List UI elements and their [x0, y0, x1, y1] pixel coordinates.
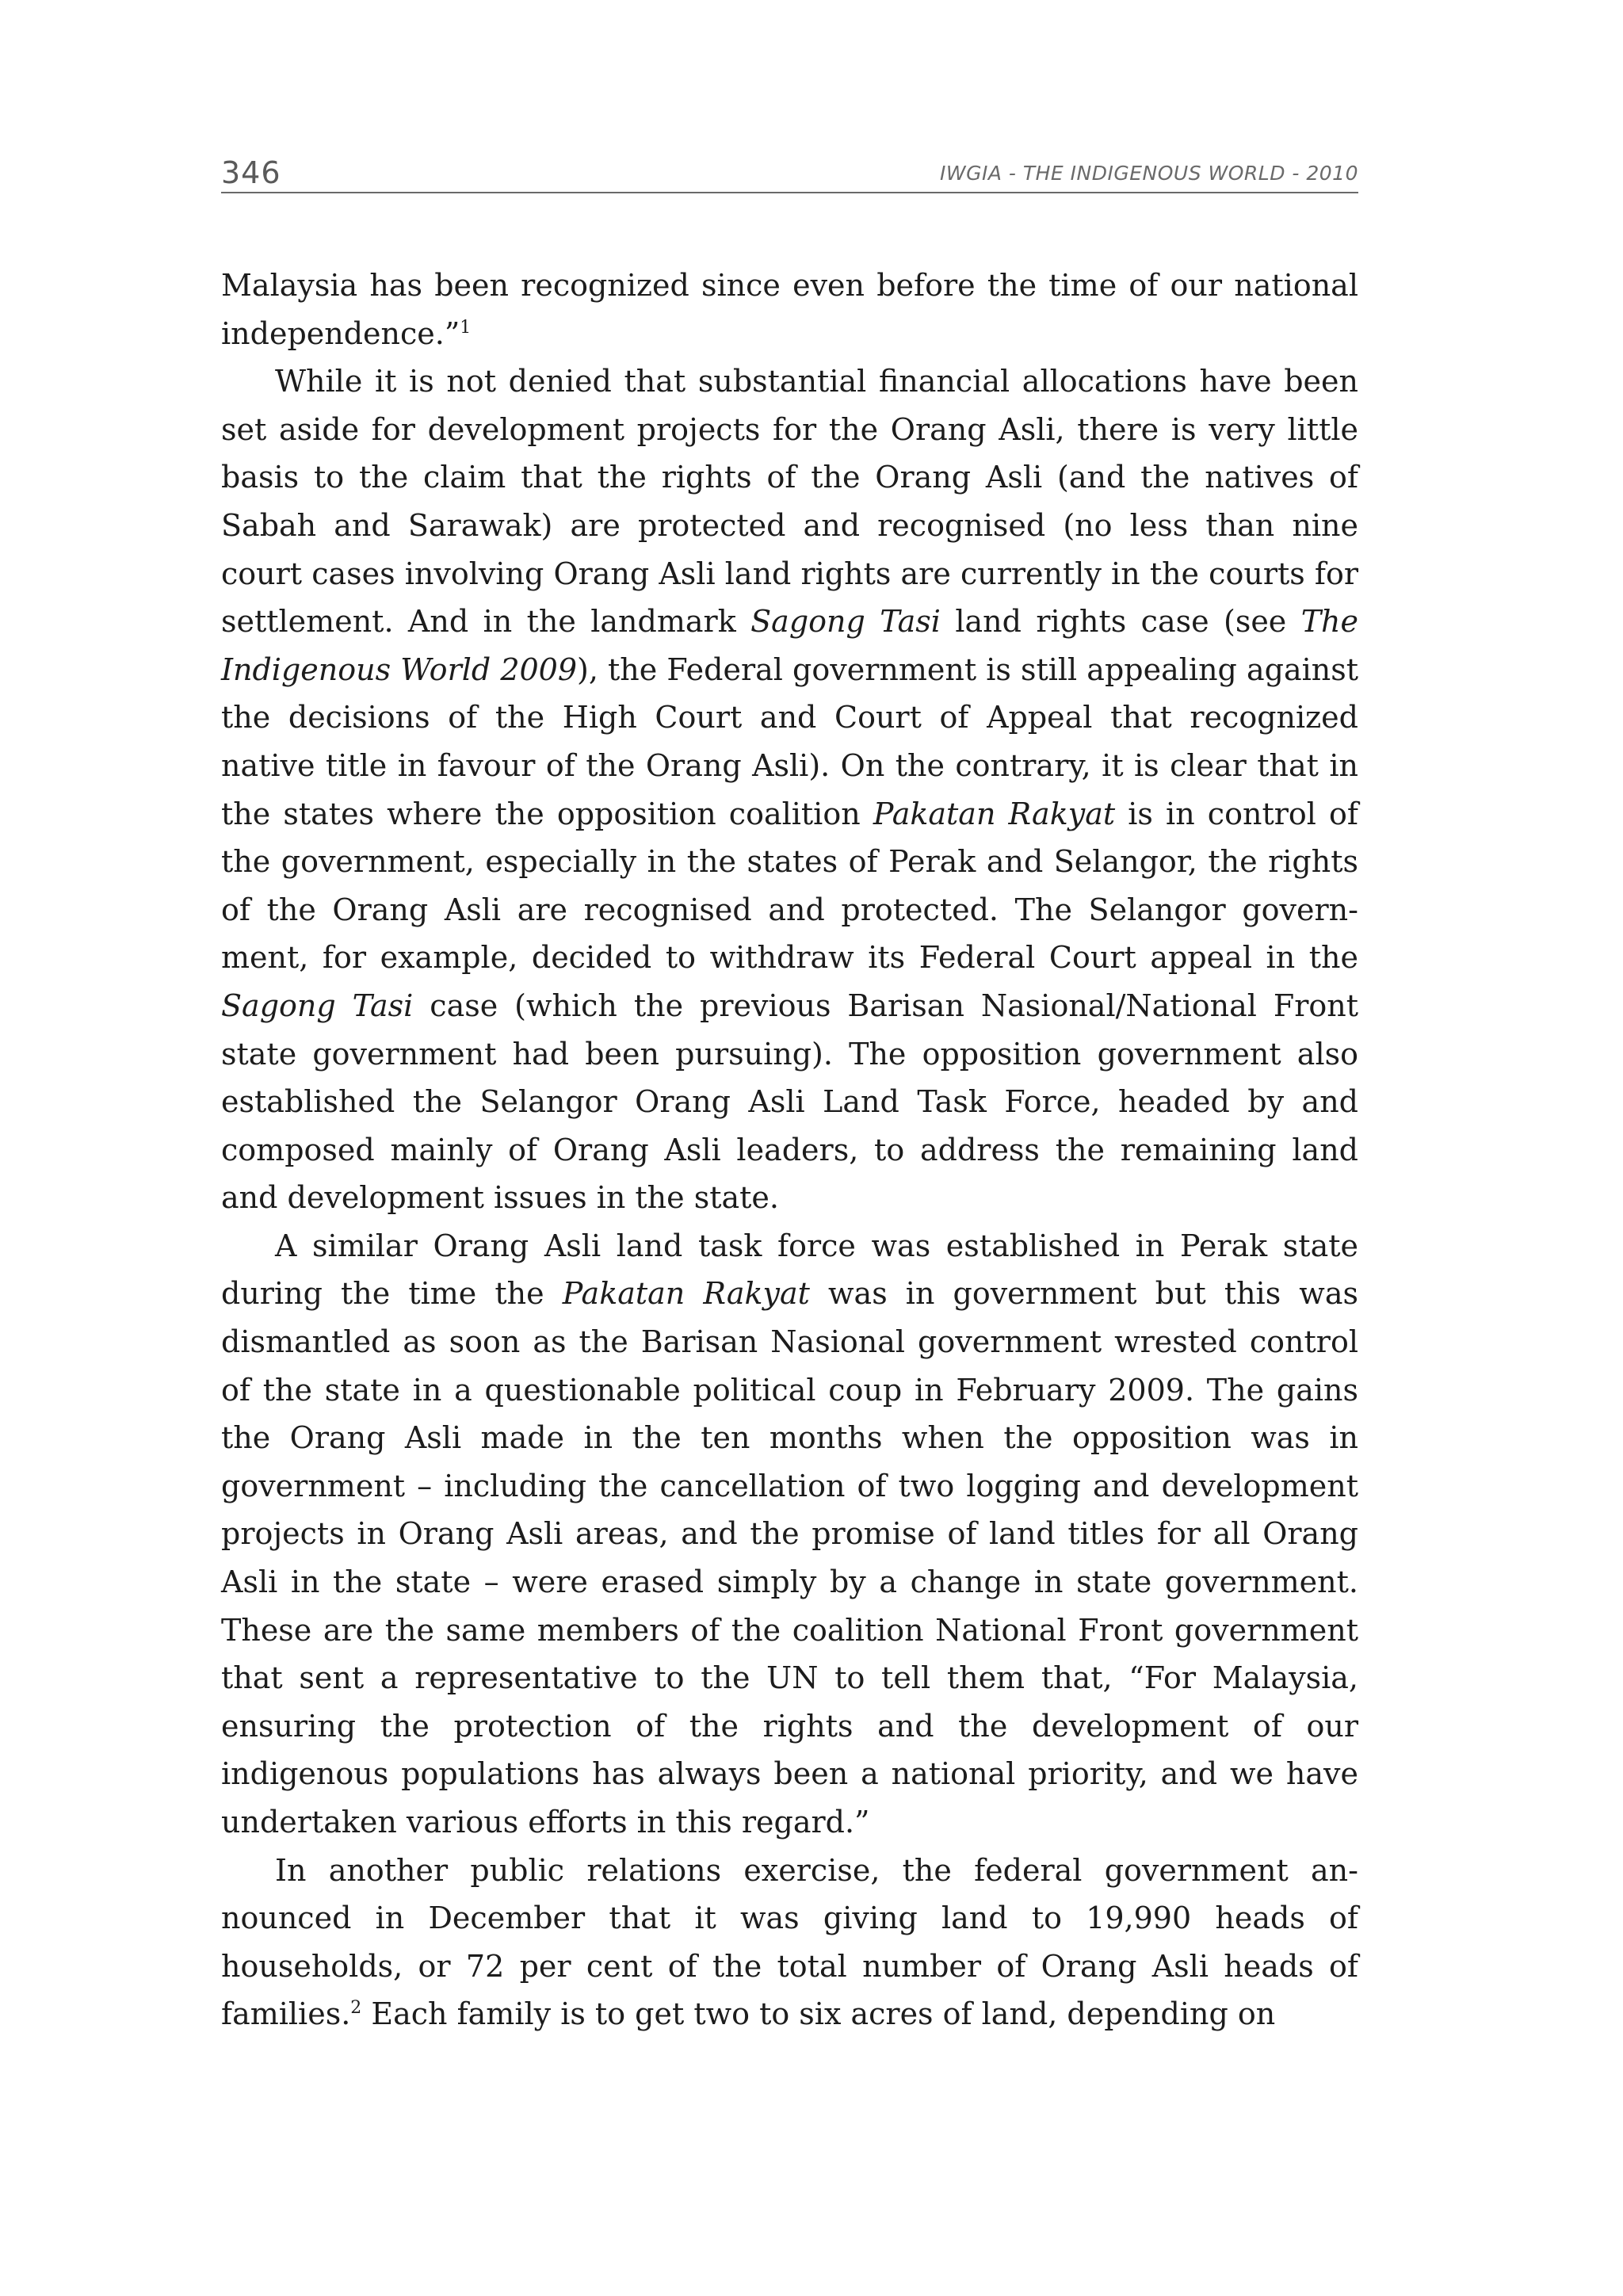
text-run: is in control of the government, especially in the states of Perak and Selangor, the rights of the Orang Asli are recognised and protected. The Selangor government, for example, decided to withdraw its Federal Court appeal in the [221, 796, 1358, 976]
text-run: Each family is to get two to six acres of land, depending on [361, 1996, 1276, 2032]
italic-term: Pakatan Rakyat [873, 796, 1116, 831]
text-run: In another public relations exercise, the federal government announced in December that it was giving land to 19,990 heads of households, or 72 per cent of the total number of Orang Asli heads of families. [221, 1852, 1358, 2032]
text-run: A similar Orang Asli land task force was established in Perak state during the time the [221, 1228, 1358, 1312]
text-run: Malaysia has been recognized since even before the time of our national independence.” [221, 268, 1358, 351]
italic-term: Pakatan Rakyat [562, 1276, 810, 1312]
body-text [221, 262, 1358, 2038]
page-number: 346 [221, 155, 281, 190]
running-title: IWGIA - THE INDIGENOUS WORLD - 2010 [939, 162, 1358, 185]
text-run: land rights case (see [940, 604, 1301, 640]
italic-term: Sagong Tasi [221, 988, 414, 1023]
text-run: While it is not denied that substantial financial allocations have been set aside for development projects for the Orang Asli, there is very little basis to the claim that the rights of the Orang Asli (and the natives of Sabah and Sarawak) are protected and recognised (no less than nine court cases involving Orang Asli land rights are currently in the courts for settlement. And in the landmark [221, 364, 1358, 640]
italic-term: The Indigenous World 2009 [221, 604, 1359, 687]
paragraph [221, 1222, 1358, 1847]
paragraph [221, 1847, 1358, 2038]
page-header [221, 152, 1358, 193]
text-run: case (which the previous Barisan Nasional/National Front state government had been pursuing). The opposition government also established the Selangor Orang Asli Land Task Force, headed by and composed mainly of Orang Asli leaders, to address the remaining land and development issues in the state. [221, 988, 1358, 1216]
footnote-ref: 1 [460, 317, 472, 338]
footnote-ref: 2 [350, 1998, 362, 2019]
paragraph [221, 357, 1358, 1222]
text-run: was in government but this was dismantled as soon as the Barisan Nasional government wrested control of the state in a questionable political coup in February 2009. The gains the Orang Asli made in the ten months when the opposition was in government – including the cancellation of two logging and development projects in Orang Asli areas, and the promise of land titles for all Orang Asli in the state – were erased simply by a change in state government. These are the same members of the coalition National Front government that sent a representative to the UN to tell them that, “For Malaysia, ensuring the protection of the rights and the development of our indigenous populations has always been a national priority, and we have undertaken various efforts in this regard.” [221, 1276, 1358, 1839]
text-run: ), the Federal government is still appealing against the decisions of the High Court and Court of Appeal that recognized native title in favour of the Orang Asli). On the contrary, it is clear that in the states where the opposition coalition [221, 651, 1359, 831]
italic-term: Sagong Tasi [750, 604, 941, 640]
paragraph [221, 262, 1358, 357]
